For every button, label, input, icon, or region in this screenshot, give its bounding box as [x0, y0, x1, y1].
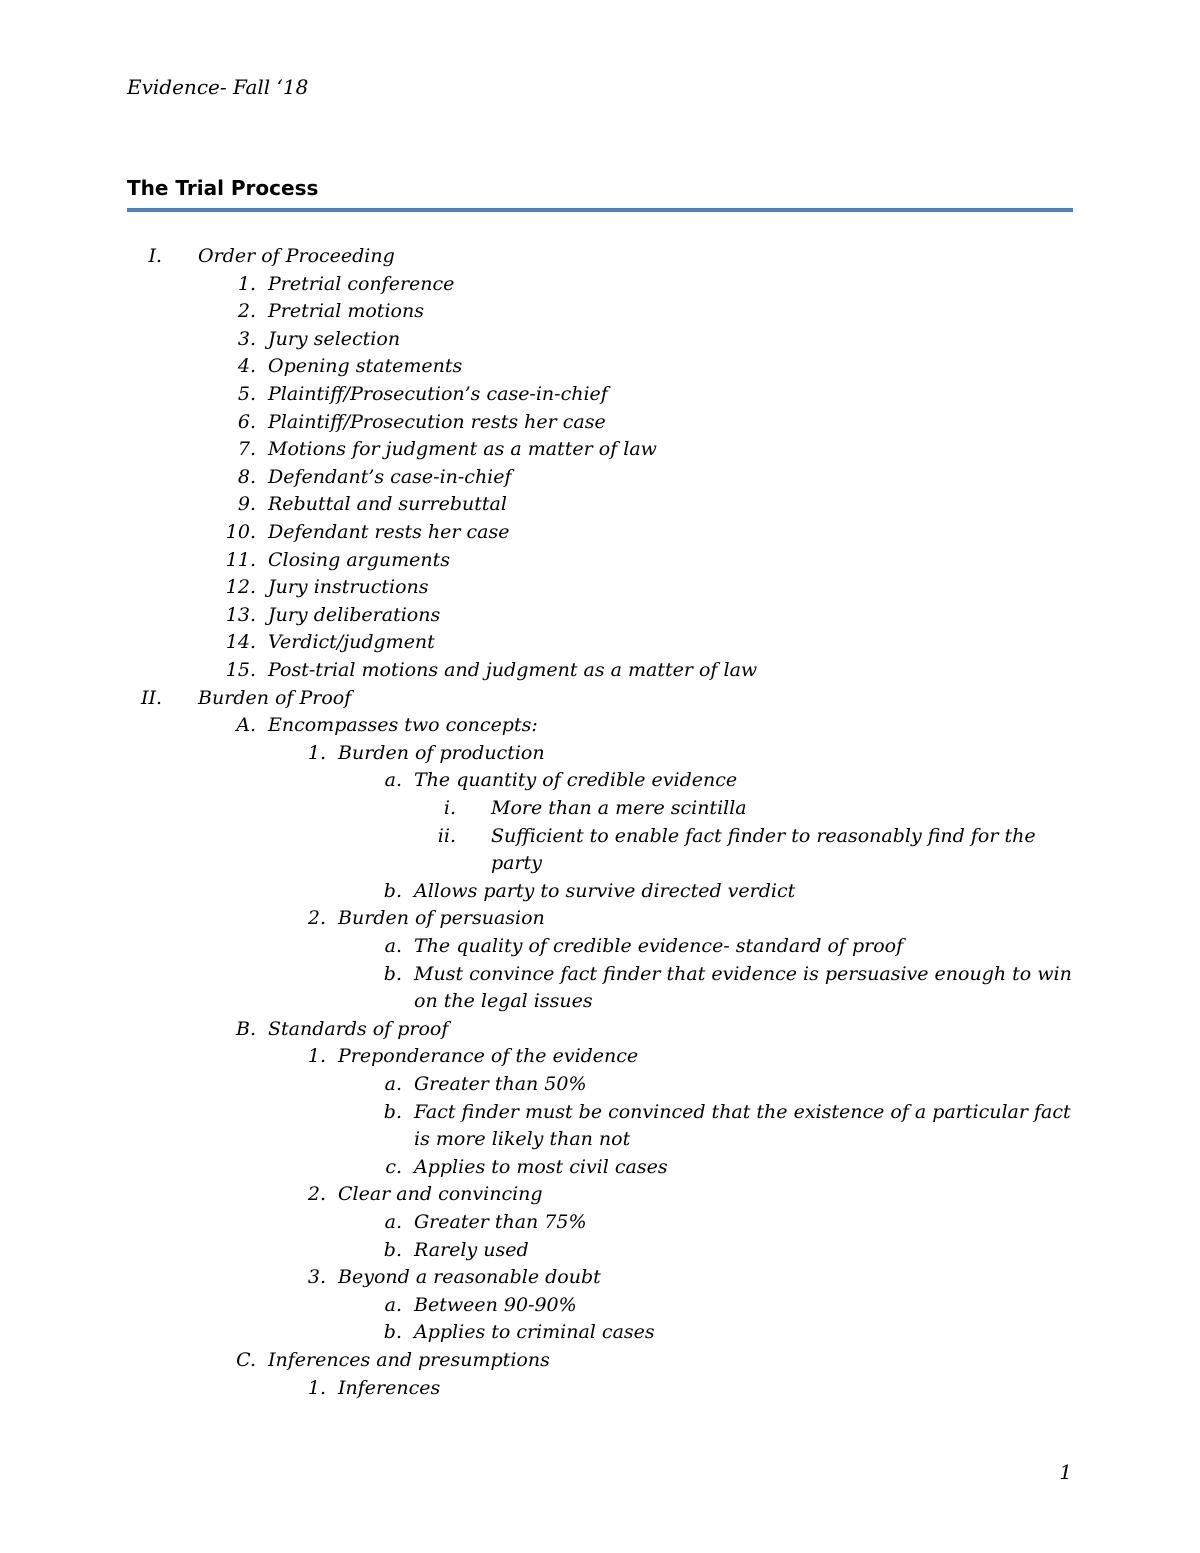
outline-item-marker: 1.: [307, 1045, 326, 1067]
outline-item-marker: 1.: [307, 742, 326, 764]
outline-item-marker: 11.: [225, 549, 256, 571]
outline-item-text: Between 90-90%: [414, 1294, 577, 1316]
outline-item-marker: 8.: [237, 466, 256, 488]
outline-item-text: Greater than 75%: [414, 1211, 587, 1233]
page-number: 1: [1059, 1460, 1072, 1484]
outline-item: [0, 1125, 1200, 1153]
outline-item-marker: a.: [384, 1073, 402, 1095]
outline-item-text: Pretrial conference: [268, 273, 455, 295]
outline-item-text: Opening statements: [268, 355, 463, 377]
outline-item: [0, 435, 1200, 463]
outline-item: [0, 352, 1200, 380]
outline-item-text: Applies to most civil cases: [414, 1156, 668, 1178]
outline-item-text: Allows party to survive directed verdict: [414, 880, 796, 902]
outline-item: [0, 1098, 1200, 1126]
outline-item-text: Burden of production: [338, 742, 545, 764]
outline-item-text: Motions for judgment as a matter of law: [268, 438, 657, 460]
outline-item: [0, 601, 1200, 629]
outline-item-marker: a.: [384, 1211, 402, 1233]
outline-item: [0, 242, 1200, 270]
outline-item: [0, 1153, 1200, 1181]
outline-item: [0, 380, 1200, 408]
outline-item: [0, 1346, 1200, 1374]
outline-item-text: Defendant’s case-in-chief: [268, 466, 512, 488]
outline-item-marker: i.: [443, 797, 456, 819]
outline-item-text: Burden of Proof: [198, 687, 352, 709]
outline-item: [0, 1180, 1200, 1208]
outline-item: [0, 270, 1200, 298]
outline-item-marker: 2.: [307, 907, 326, 929]
outline-item: [0, 1208, 1200, 1236]
outline-item-marker: b.: [383, 1239, 402, 1261]
outline-item-text: Beyond a reasonable doubt: [338, 1266, 601, 1288]
outline-item-marker: 4.: [237, 355, 256, 377]
outline-item-text: Applies to criminal cases: [414, 1321, 655, 1343]
outline-item: [0, 1318, 1200, 1346]
outline-item: [0, 408, 1200, 436]
outline-item-marker: 14.: [225, 631, 256, 653]
outline-item: [0, 1236, 1200, 1264]
outline-item-marker: 9.: [237, 493, 256, 515]
outline-item: [0, 960, 1200, 988]
outline-item: [0, 711, 1200, 739]
outline-item-text: Defendant rests her case: [268, 521, 510, 543]
outline-item-marker: a.: [384, 1294, 402, 1316]
outline-item: [0, 794, 1200, 822]
outline-item: [0, 518, 1200, 546]
outline-item-marker: 10.: [225, 521, 256, 543]
outline-item-text: Plaintiff/Prosecution rests her case: [268, 411, 606, 433]
outline-item: [0, 325, 1200, 353]
outline-item-text: Encompasses two concepts:: [268, 714, 538, 736]
outline-item-marker: 15.: [225, 659, 256, 681]
outline-item-text: Inferences and presumptions: [268, 1349, 550, 1371]
outline-item-marker: 1.: [237, 273, 256, 295]
title-underline-rule: [127, 208, 1073, 212]
outline-item-text: The quantity of credible evidence: [414, 769, 738, 791]
section-title: The Trial Process: [127, 176, 319, 200]
running-header: Evidence- Fall ‘18: [127, 75, 309, 99]
outline-item: [0, 877, 1200, 905]
outline-item: [0, 987, 1200, 1015]
outline-item: [0, 684, 1200, 712]
outline-item-text: More than a mere scintilla: [491, 797, 747, 819]
outline-item-text: The quality of credible evidence- standard of proof: [414, 935, 904, 957]
outline-item: [0, 904, 1200, 932]
outline-item-text: Rebuttal and surrebuttal: [268, 493, 507, 515]
outline-item-marker: I.: [148, 245, 162, 267]
outline-item-text: Preponderance of the evidence: [338, 1045, 639, 1067]
outline-item-text: Post-trial motions and judgment as a matter of law: [268, 659, 758, 681]
outline-item: [0, 849, 1200, 877]
outline-item: [0, 766, 1200, 794]
outline-item-marker: b.: [383, 963, 402, 985]
outline-item-text: Fact finder must be convinced that the existence of a particular fact: [414, 1101, 1071, 1123]
outline-item-text: Closing arguments: [268, 549, 451, 571]
outline-item-marker: 6.: [237, 411, 256, 433]
outline-item: [0, 546, 1200, 574]
outline-item-text: Burden of persuasion: [338, 907, 545, 929]
outline-item-marker: b.: [383, 880, 402, 902]
outline-item-marker: A.: [236, 714, 256, 736]
outline-item-marker: 1.: [307, 1377, 326, 1399]
outline-item-text: Standards of proof: [268, 1018, 449, 1040]
outline-item-text: Jury selection: [268, 328, 401, 350]
outline-item-marker: 13.: [225, 604, 256, 626]
outline-item: [0, 463, 1200, 491]
outline-item-text: Pretrial motions: [268, 300, 424, 322]
outline-item-marker: c.: [385, 1156, 402, 1178]
outline-item: [0, 932, 1200, 960]
outline-item-text: Clear and convincing: [338, 1183, 543, 1205]
outline-item-text: on the legal issues: [414, 990, 593, 1012]
outline-item: [0, 490, 1200, 518]
outline-item-marker: II.: [140, 687, 162, 709]
outline-item: [0, 1374, 1200, 1402]
outline-item-text: Jury instructions: [268, 576, 429, 598]
outline-item-text: Greater than 50%: [414, 1073, 587, 1095]
outline-item: [0, 573, 1200, 601]
outline-item-marker: b.: [383, 1321, 402, 1343]
outline-item-text: Must convince fact finder that evidence is persuasive enough to win: [414, 963, 1072, 985]
outline-item-text: Plaintiff/Prosecution’s case-in-chief: [268, 383, 608, 405]
outline-item-marker: b.: [383, 1101, 402, 1123]
outline-item: [0, 297, 1200, 325]
outline-item: [0, 1291, 1200, 1319]
outline-item-text: Jury deliberations: [268, 604, 441, 626]
outline-item: [0, 739, 1200, 767]
outline-item: [0, 656, 1200, 684]
outline-item-text: Verdict/judgment: [268, 631, 435, 653]
outline-item-marker: 12.: [225, 576, 256, 598]
outline-item-text: Order of Proceeding: [198, 245, 395, 267]
outline-item-text: Rarely used: [414, 1239, 529, 1261]
outline-item-text: Sufficient to enable fact finder to reasonably find for the: [491, 825, 1036, 847]
outline-item-marker: 3.: [237, 328, 256, 350]
outline-item-marker: C.: [236, 1349, 256, 1371]
outline-item: [0, 822, 1200, 850]
outline-item: [0, 1070, 1200, 1098]
outline-item-marker: ii.: [437, 825, 456, 847]
outline-item-marker: 2.: [307, 1183, 326, 1205]
outline-item-marker: B.: [235, 1018, 256, 1040]
outline-item: [0, 628, 1200, 656]
outline-item: [0, 1015, 1200, 1043]
outline-item-text: Inferences: [338, 1377, 441, 1399]
outline-item-marker: 2.: [237, 300, 256, 322]
outline-item: [0, 1263, 1200, 1291]
outline-item-marker: 5.: [237, 383, 256, 405]
outline-item-marker: 7.: [237, 438, 256, 460]
outline-item-text: party: [491, 852, 542, 874]
outline-item-marker: a.: [384, 769, 402, 791]
outline-item-marker: a.: [384, 935, 402, 957]
outline-item: [0, 1042, 1200, 1070]
outline-item-marker: 3.: [307, 1266, 326, 1288]
outline-item-text: is more likely than not: [414, 1128, 631, 1150]
